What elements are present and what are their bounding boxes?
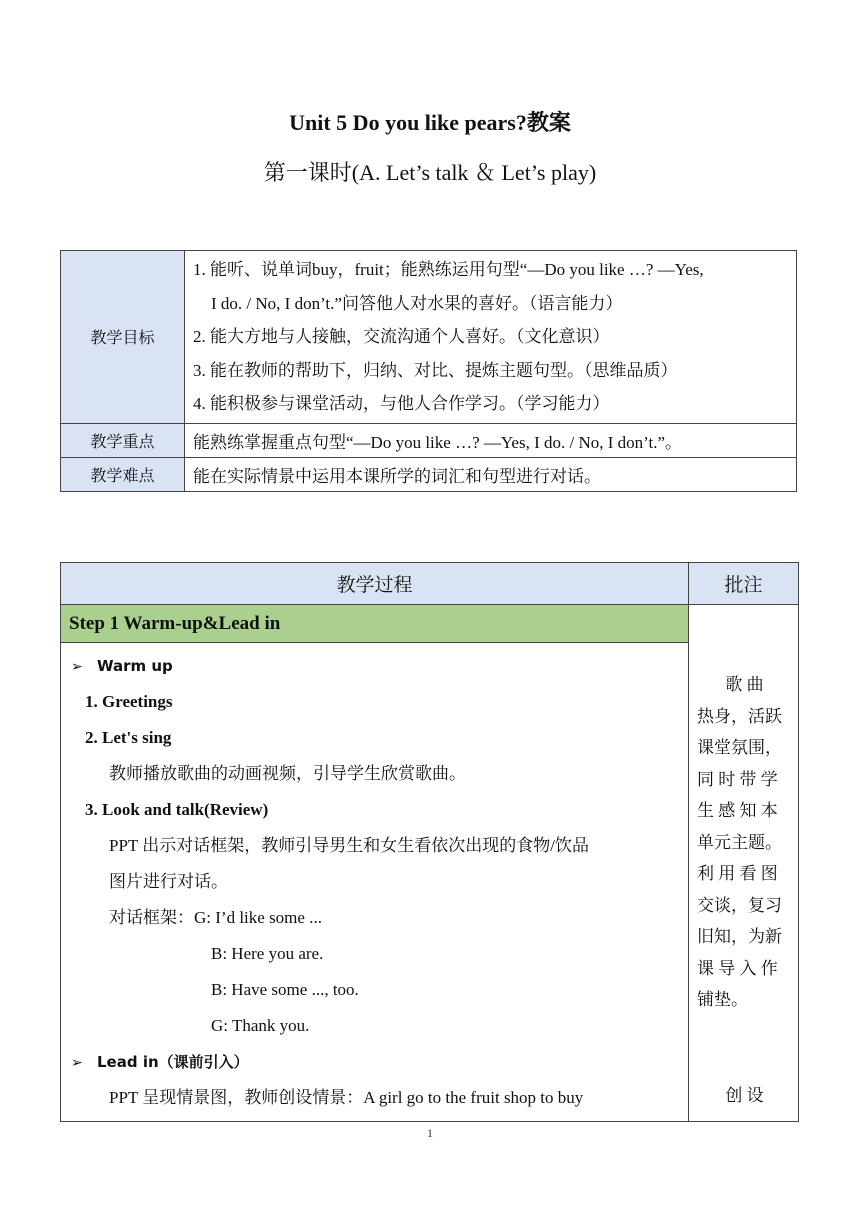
step1-body-row — [61, 643, 799, 1122]
goal-line: 2. 能大方地与人接触，交流沟通个人喜好。（文化意识） — [193, 327, 610, 346]
note-spacer — [697, 1016, 792, 1080]
item-lets-sing: 2. Let's sing — [85, 728, 172, 747]
note-line: 交谈，复习 — [697, 895, 782, 915]
process-header-row — [61, 563, 799, 605]
note-line: 铺垫。 — [697, 990, 748, 1009]
step1-row — [61, 605, 799, 643]
dialog-line: B: Here you are. — [211, 944, 324, 963]
note-line: 旧知，为新 — [697, 927, 782, 946]
note-line: 生 感 知 本 — [697, 801, 778, 820]
document-title: Unit 5 Do you like pears?教案 — [289, 110, 571, 135]
arrow-bullet-icon: ➢ — [71, 1055, 83, 1071]
note-line: 课堂氛围， — [697, 738, 782, 757]
dialog-line: B: Have some ..., too. — [211, 980, 359, 999]
leadin-desc: PPT 呈现情景图，教师创设情景：A girl go to the fruit shop to buy — [109, 1088, 584, 1107]
note-line: 创 设 — [725, 1085, 764, 1105]
step1-body — [61, 643, 689, 1122]
item-look-and-talk-desc: 图片进行对话。 — [109, 872, 228, 891]
goal-line: I do. / No, I don’t.”问答他人对水果的喜好。（语言能力） — [211, 293, 623, 313]
key-points-text: 能熟练掌握重点句型“—Do you like …? —Yes, I do. / No, I don’t.”。 — [185, 423, 797, 457]
note-line: 同 时 带 学 — [697, 769, 778, 789]
goal-line: 3. 能在教师的帮助下，归纳、对比、提炼主题句型。（思维品质） — [193, 360, 678, 380]
process-table — [60, 562, 799, 1122]
goals-label: 教学目标 — [61, 251, 185, 424]
arrow-bullet-icon: ➢ — [71, 659, 83, 675]
item-greetings: 1. Greetings — [85, 692, 173, 711]
process-header: 教学过程 — [61, 563, 689, 605]
note-line: 歌 曲 — [725, 675, 764, 694]
item-look-and-talk: 3. Look and talk(Review) — [85, 800, 269, 819]
leadin-heading: ➢ Lead in（课前引入） — [69, 1049, 682, 1085]
goals-row — [61, 251, 797, 424]
key-points-row — [61, 423, 797, 457]
difficulty-text: 能在实际情景中运用本课所学的词汇和句型进行对话。 — [185, 457, 797, 491]
note-header: 批注 — [689, 563, 799, 605]
goal-line: 1. 能听、说单词buy，fruit；能熟练运用句型“—Do you like …? —Yes, — [193, 260, 704, 279]
note-line: 利 用 看 图 — [697, 864, 778, 883]
page-number: 1 — [427, 1126, 433, 1140]
item-look-and-talk-desc: PPT 出示对话框架，教师引导男生和女生看依次出现的食物/饮品 — [109, 836, 589, 855]
objectives-table — [60, 250, 797, 492]
note-cell — [689, 605, 799, 1122]
note-line: 课 导 入 作 — [697, 958, 778, 978]
step1-title: Step 1 Warm-up&Lead in — [61, 605, 689, 643]
warmup-heading: ➢ Warm up — [69, 653, 682, 689]
note-line: 单元主题。 — [697, 832, 782, 852]
dialog-line: G: Thank you. — [211, 1016, 310, 1035]
dialog-line: 对话框架：G: I’d like some ... — [109, 908, 322, 927]
note-line: 热身，活跃 — [697, 706, 782, 726]
difficulty-label: 教学难点 — [61, 457, 185, 491]
goal-line: 4. 能积极参与课堂活动，与他人合作学习。（学习能力） — [193, 394, 610, 413]
difficulty-row — [61, 457, 797, 491]
document-subtitle: 第一课时(A. Let’s talk ＆ Let’s play) — [263, 160, 597, 185]
key-points-label: 教学重点 — [61, 423, 185, 457]
item-lets-sing-desc: 教师播放歌曲的动画视频，引导学生欣赏歌曲。 — [109, 764, 466, 783]
goals-content — [185, 251, 797, 424]
